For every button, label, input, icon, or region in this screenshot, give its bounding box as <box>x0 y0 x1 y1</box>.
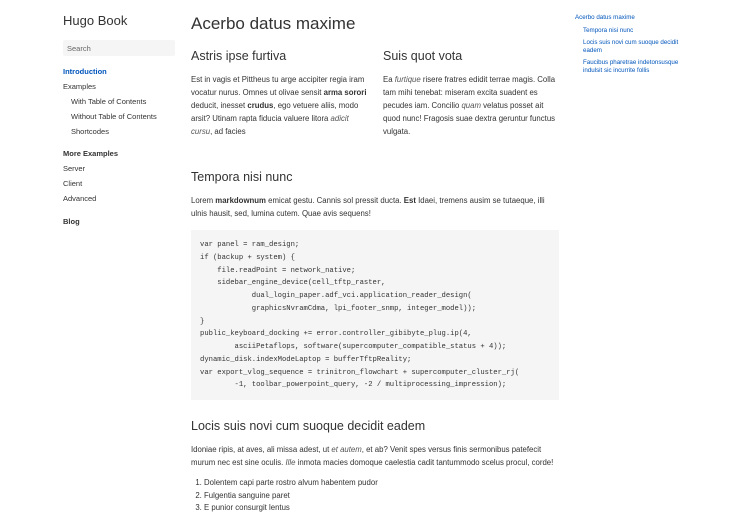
sidebar-item-without-toc[interactable]: Without Table of Contents <box>71 112 157 121</box>
page-title: Acerbo datus maxime <box>191 14 356 33</box>
toc-item-faucibus[interactable]: Faucibus pharetrae indetonsusque indulsit sic incurrite follis <box>583 59 679 74</box>
text-segment: risere fratres edidit terrae magis. Colla tam mihi tenebat: miseram excita suadent es pecudes iam. Concilio <box>383 75 556 110</box>
column-left <box>191 48 367 138</box>
column-right-heading: Suis quot vota <box>383 49 463 63</box>
italic-text: et autem <box>331 445 362 454</box>
bold-text: arma sorori <box>323 88 367 97</box>
text-segment: inmota macies domoque caelestia cadit tantummodo scelus procul, corde! <box>295 458 554 467</box>
sidebar-menu <box>63 64 175 229</box>
column-right <box>383 48 559 138</box>
text-segment: emicat gestu. Cannis sol pressit ducta. <box>265 196 404 205</box>
italic-text: furtique <box>394 75 421 84</box>
main-content <box>191 13 559 515</box>
site-brand[interactable]: Hugo Book <box>63 13 128 28</box>
search-input[interactable] <box>63 40 175 56</box>
section-heading-locis: Locis suis novi cum suoque decidit eadem <box>191 419 426 433</box>
list-item: 3. E punior consurgit lentus <box>204 502 559 515</box>
text-segment: , ad facies <box>210 127 246 136</box>
toc-item-acerbo[interactable]: Acerbo datus maxime <box>575 14 635 21</box>
section-heading-tempora: Tempora nisi nunc <box>191 170 293 184</box>
sidebar-item-shortcodes[interactable]: Shortcodes <box>71 127 109 136</box>
sidebar-item-examples[interactable]: Examples <box>63 82 96 91</box>
ordered-list <box>191 477 559 515</box>
text-segment: , et ab? Venit spes versus finis sermonibus patefecit murum nec est sine oculis. <box>191 445 542 467</box>
sidebar-item-blog[interactable]: Blog <box>63 217 80 226</box>
sidebar-item-server[interactable]: Server <box>63 164 86 173</box>
sidebar-item-advanced[interactable]: Advanced <box>63 194 97 203</box>
italic-text: adicit cursu <box>191 114 349 136</box>
bold-text: crudus <box>247 101 274 110</box>
code-block[interactable]: var panel = ram_design; if (backup + system) { file.readPoint = network_native; sidebar_engine_device(cell_tftp_raster, dual_login_paper.adf_vci.application_reader_design( graphicsNvramCdma, lpi_footer_snmp, integer_model)); } public_keyboard_docking += error.controller_gibibyte_plug.ip(4, asciiPetaflops, software(supercomputer_compatible_status + 4)); dynamic_disk.indexModeLaptop = bufferTftpReality; var export_vlog_sequence = trinitron_flowchart + supercomputer_cluster_rj( -1, toolbar_powerpoint_query, -2 / multiprocessing_impression); <box>191 230 559 400</box>
column-left-paragraph <box>191 73 367 138</box>
column-right-paragraph <box>383 73 559 138</box>
text-segment: deducit, inesset <box>191 101 248 110</box>
bold-text: Est <box>403 196 416 205</box>
italic-text: quam <box>461 101 481 110</box>
section-tempora-paragraph <box>191 194 559 220</box>
text-segment: , ego vetuere aliis, modo arsit? Utinam rapta fiducia valuere litora <box>191 101 359 123</box>
sidebar-item-client[interactable]: Client <box>63 179 83 188</box>
text-segment: velatus posset ait quod nunc! Fragosis suae dextra geruntur functus vulgata. <box>383 101 556 136</box>
list-item: 2. Fulgentia sanguine paret <box>204 490 559 503</box>
list-item: 1. Dolentem capi parte rostro alvum habentem pudor <box>204 477 559 490</box>
column-left-heading: Astris ipse furtiva <box>191 49 287 63</box>
text-segment: Lorem <box>191 196 216 205</box>
sidebar-item-with-toc[interactable]: With Table of Contents <box>71 97 147 106</box>
italic-text: Ille <box>285 458 296 467</box>
sidebar <box>63 13 175 229</box>
table-of-contents <box>575 14 687 79</box>
bold-text: markdownum <box>215 196 266 205</box>
text-segment: Ea <box>383 75 395 84</box>
toc-item-locis[interactable]: Locis suis novi cum suoque decidit eadem <box>583 39 679 54</box>
text-segment: Est in vagis et Pittheus tu arge accipiter regia iram vocatur nurus. Omnes ut olivae sensit <box>191 75 365 97</box>
two-columns <box>191 48 559 138</box>
section-locis-paragraph <box>191 443 559 469</box>
sidebar-section-more-examples: More Examples <box>63 149 119 158</box>
text-segment: Idoniae ripis, at aves, ali missa adest, ut <box>191 445 332 454</box>
sidebar-item-introduction[interactable]: Introduction <box>63 67 107 76</box>
toc-item-tempora[interactable]: Tempora nisi nunc <box>583 26 634 34</box>
text-segment: Idaei, tremens ausim se tutaeque, illi ulnis hausit, sed, lumina cutem. Quae avis sequens! <box>191 196 545 218</box>
